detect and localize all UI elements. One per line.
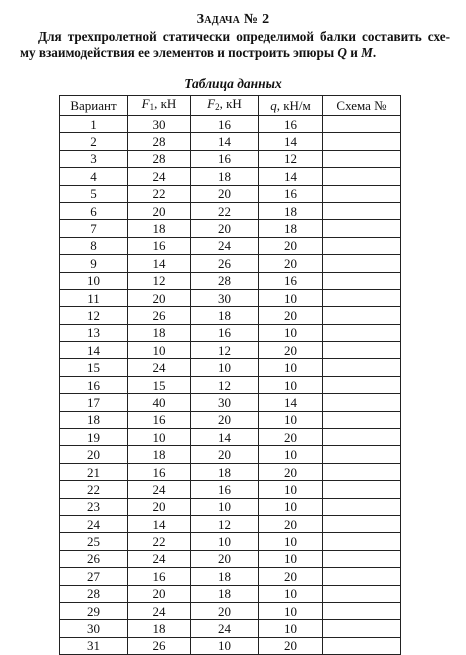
- table-row: [60, 324, 401, 341]
- cell-f1: 26: [128, 637, 191, 654]
- cell-q: 10: [259, 481, 323, 498]
- table-row: [60, 272, 401, 289]
- cell-scheme: [323, 150, 401, 167]
- table-row: [60, 376, 401, 393]
- cell-f2: 20: [191, 550, 259, 567]
- cell-f1: 28: [128, 133, 191, 150]
- cell-f2: 10: [191, 498, 259, 515]
- header-f1-symbol: F: [141, 96, 150, 111]
- cell-q: 10: [259, 620, 323, 637]
- cell-variant: 12: [60, 307, 128, 324]
- table-row: [60, 550, 401, 567]
- table-row: [60, 637, 401, 654]
- cell-q: 10: [259, 359, 323, 376]
- cell-q: 16: [259, 185, 323, 202]
- cell-f2: 18: [191, 585, 259, 602]
- table-row: [60, 585, 401, 602]
- cell-q: 10: [259, 289, 323, 306]
- cell-f2: 20: [191, 411, 259, 428]
- cell-f2: 14: [191, 429, 259, 446]
- table-row: [60, 255, 401, 272]
- cell-f1: 20: [128, 498, 191, 515]
- cell-q: 16: [259, 272, 323, 289]
- cell-scheme: [323, 255, 401, 272]
- cell-q: 20: [259, 237, 323, 254]
- cell-variant: 30: [60, 620, 128, 637]
- header-f1-subscript: 1: [149, 102, 155, 112]
- cell-f1: 18: [128, 620, 191, 637]
- header-f1-unit: , кН: [154, 96, 177, 111]
- cell-f1: 20: [128, 289, 191, 306]
- cell-f2: 22: [191, 202, 259, 219]
- cell-variant: 29: [60, 602, 128, 619]
- header-f2-subscript: 2: [215, 102, 220, 112]
- cell-variant: 2: [60, 133, 128, 150]
- cell-q: 10: [259, 446, 323, 463]
- table-row: [60, 602, 401, 619]
- cell-q: 14: [259, 168, 323, 185]
- cell-f1: 18: [128, 324, 191, 341]
- cell-scheme: [323, 359, 401, 376]
- cell-f1: 24: [128, 481, 191, 498]
- table-row: [60, 533, 401, 550]
- table-row: [60, 220, 401, 237]
- cell-f2: 26: [191, 255, 259, 272]
- cell-variant: 10: [60, 272, 128, 289]
- cell-q: 20: [259, 307, 323, 324]
- cell-f1: 22: [128, 533, 191, 550]
- cell-variant: 13: [60, 324, 128, 341]
- cell-f2: 28: [191, 272, 259, 289]
- cell-q: 10: [259, 585, 323, 602]
- conjunction-text: и: [346, 45, 362, 60]
- cell-q: 20: [259, 568, 323, 585]
- cell-f1: 28: [128, 150, 191, 167]
- cell-scheme: [323, 533, 401, 550]
- header-q: [259, 96, 323, 116]
- table-row: [60, 429, 401, 446]
- cell-q: 20: [259, 637, 323, 654]
- header-q-symbol: q: [270, 98, 277, 113]
- cell-scheme: [323, 133, 401, 150]
- cell-f1: 16: [128, 568, 191, 585]
- cell-f2: 12: [191, 376, 259, 393]
- table-row: [60, 289, 401, 306]
- cell-q: 14: [259, 133, 323, 150]
- cell-f1: 30: [128, 116, 191, 133]
- table-row: [60, 498, 401, 515]
- cell-scheme: [323, 168, 401, 185]
- header-scheme: Схема №: [323, 96, 401, 116]
- cell-q: 10: [259, 376, 323, 393]
- cell-variant: 28: [60, 585, 128, 602]
- table-row: [60, 168, 401, 185]
- cell-variant: 26: [60, 550, 128, 567]
- cell-q: 10: [259, 498, 323, 515]
- cell-f1: 22: [128, 185, 191, 202]
- cell-f2: 16: [191, 116, 259, 133]
- cell-q: 20: [259, 255, 323, 272]
- cell-variant: 4: [60, 168, 128, 185]
- cell-variant: 22: [60, 481, 128, 498]
- cell-f1: 14: [128, 255, 191, 272]
- shear-force-symbol: Q: [337, 45, 347, 60]
- cell-variant: 24: [60, 515, 128, 532]
- cell-q: 20: [259, 463, 323, 480]
- header-q-unit: , кН/м: [276, 98, 311, 113]
- cell-scheme: [323, 620, 401, 637]
- table-row: [60, 342, 401, 359]
- cell-f2: 24: [191, 237, 259, 254]
- cell-variant: 1: [60, 116, 128, 133]
- cell-f2: 20: [191, 185, 259, 202]
- cell-scheme: [323, 202, 401, 219]
- cell-scheme: [323, 498, 401, 515]
- cell-variant: 27: [60, 568, 128, 585]
- cell-f1: 20: [128, 202, 191, 219]
- table-row: [60, 463, 401, 480]
- cell-f2: 10: [191, 637, 259, 654]
- table-row: [60, 202, 401, 219]
- cell-f2: 16: [191, 324, 259, 341]
- cell-f2: 10: [191, 359, 259, 376]
- cell-f1: 15: [128, 376, 191, 393]
- cell-q: 14: [259, 394, 323, 411]
- table-caption: Таблица данных: [184, 76, 282, 91]
- cell-scheme: [323, 324, 401, 341]
- cell-f1: 12: [128, 272, 191, 289]
- cell-q: 10: [259, 533, 323, 550]
- cell-q: 10: [259, 550, 323, 567]
- task-statement-line-1: Для трехпролетной статически определимой балки составить схе-: [38, 29, 450, 44]
- table-row: [60, 185, 401, 202]
- cell-f1: 16: [128, 411, 191, 428]
- cell-q: 20: [259, 342, 323, 359]
- cell-q: 16: [259, 116, 323, 133]
- cell-f1: 40: [128, 394, 191, 411]
- cell-f1: 24: [128, 359, 191, 376]
- cell-f2: 30: [191, 394, 259, 411]
- cell-q: 18: [259, 202, 323, 219]
- cell-f1: 14: [128, 515, 191, 532]
- cell-q: 20: [259, 429, 323, 446]
- cell-f1: 24: [128, 168, 191, 185]
- cell-variant: 25: [60, 533, 128, 550]
- cell-q: 12: [259, 150, 323, 167]
- period-mark: .: [372, 45, 377, 60]
- cell-scheme: [323, 463, 401, 480]
- cell-variant: 31: [60, 637, 128, 654]
- cell-f1: 16: [128, 237, 191, 254]
- cell-variant: 21: [60, 463, 128, 480]
- cell-q: 18: [259, 220, 323, 237]
- table-body: [60, 116, 401, 655]
- cell-scheme: [323, 429, 401, 446]
- cell-scheme: [323, 411, 401, 428]
- cell-f2: 16: [191, 150, 259, 167]
- table-row: [60, 446, 401, 463]
- cell-variant: 15: [60, 359, 128, 376]
- cell-scheme: [323, 602, 401, 619]
- table-row: [60, 515, 401, 532]
- cell-f2: 30: [191, 289, 259, 306]
- cell-variant: 23: [60, 498, 128, 515]
- cell-f2: 20: [191, 220, 259, 237]
- task-statement-line-2-text: му взаимодействия ее элементов и построить эпюры: [20, 45, 338, 60]
- cell-scheme: [323, 481, 401, 498]
- table-row: [60, 394, 401, 411]
- header-f2: [191, 96, 259, 116]
- cell-f2: 18: [191, 568, 259, 585]
- table-row: [60, 307, 401, 324]
- cell-f1: 10: [128, 429, 191, 446]
- table-row: [60, 359, 401, 376]
- cell-variant: 5: [60, 185, 128, 202]
- cell-scheme: [323, 289, 401, 306]
- cell-variant: 6: [60, 202, 128, 219]
- cell-scheme: [323, 376, 401, 393]
- cell-variant: 9: [60, 255, 128, 272]
- cell-f2: 18: [191, 307, 259, 324]
- cell-scheme: [323, 515, 401, 532]
- cell-scheme: [323, 116, 401, 133]
- cell-variant: 17: [60, 394, 128, 411]
- cell-variant: 7: [60, 220, 128, 237]
- cell-scheme: [323, 237, 401, 254]
- table-row: [60, 620, 401, 637]
- cell-variant: 18: [60, 411, 128, 428]
- table-row: [60, 237, 401, 254]
- cell-f2: 12: [191, 342, 259, 359]
- cell-q: 10: [259, 411, 323, 428]
- cell-scheme: [323, 585, 401, 602]
- cell-variant: 3: [60, 150, 128, 167]
- cell-f2: 18: [191, 168, 259, 185]
- cell-variant: 20: [60, 446, 128, 463]
- cell-f2: 10: [191, 533, 259, 550]
- cell-q: 10: [259, 602, 323, 619]
- cell-variant: 19: [60, 429, 128, 446]
- cell-f1: 24: [128, 550, 191, 567]
- cell-variant: 8: [60, 237, 128, 254]
- table-header-row: [60, 96, 401, 116]
- cell-f2: 20: [191, 602, 259, 619]
- cell-q: 10: [259, 324, 323, 341]
- cell-scheme: [323, 342, 401, 359]
- cell-f2: 12: [191, 515, 259, 532]
- cell-f2: 14: [191, 133, 259, 150]
- cell-q: 20: [259, 515, 323, 532]
- header-f2-unit: , кН: [219, 96, 242, 111]
- cell-scheme: [323, 550, 401, 567]
- cell-scheme: [323, 394, 401, 411]
- cell-f1: 18: [128, 446, 191, 463]
- cell-scheme: [323, 220, 401, 237]
- table-row: [60, 150, 401, 167]
- header-f2-symbol: F: [207, 96, 216, 111]
- bending-moment-symbol: M: [361, 45, 373, 60]
- cell-f2: 24: [191, 620, 259, 637]
- table-row: [60, 116, 401, 133]
- cell-f2: 20: [191, 446, 259, 463]
- cell-f2: 18: [191, 463, 259, 480]
- task-title: Задача № 2: [196, 12, 270, 27]
- cell-scheme: [323, 446, 401, 463]
- header-variant: Вариант: [60, 96, 128, 116]
- table-row: [60, 411, 401, 428]
- table-row: [60, 481, 401, 498]
- cell-variant: 14: [60, 342, 128, 359]
- cell-scheme: [323, 637, 401, 654]
- table-row: [60, 133, 401, 150]
- task-statement-line-2: [20, 45, 450, 61]
- cell-f1: 10: [128, 342, 191, 359]
- cell-scheme: [323, 568, 401, 585]
- table-row: [60, 568, 401, 585]
- cell-f1: 26: [128, 307, 191, 324]
- cell-f1: 18: [128, 220, 191, 237]
- cell-scheme: [323, 185, 401, 202]
- cell-f1: 24: [128, 602, 191, 619]
- cell-scheme: [323, 307, 401, 324]
- cell-variant: 16: [60, 376, 128, 393]
- data-table: [59, 95, 401, 655]
- cell-f1: 20: [128, 585, 191, 602]
- cell-variant: 11: [60, 289, 128, 306]
- cell-f2: 16: [191, 481, 259, 498]
- task-statement: [20, 29, 450, 61]
- cell-scheme: [323, 272, 401, 289]
- cell-f1: 16: [128, 463, 191, 480]
- header-f1: [128, 96, 191, 116]
